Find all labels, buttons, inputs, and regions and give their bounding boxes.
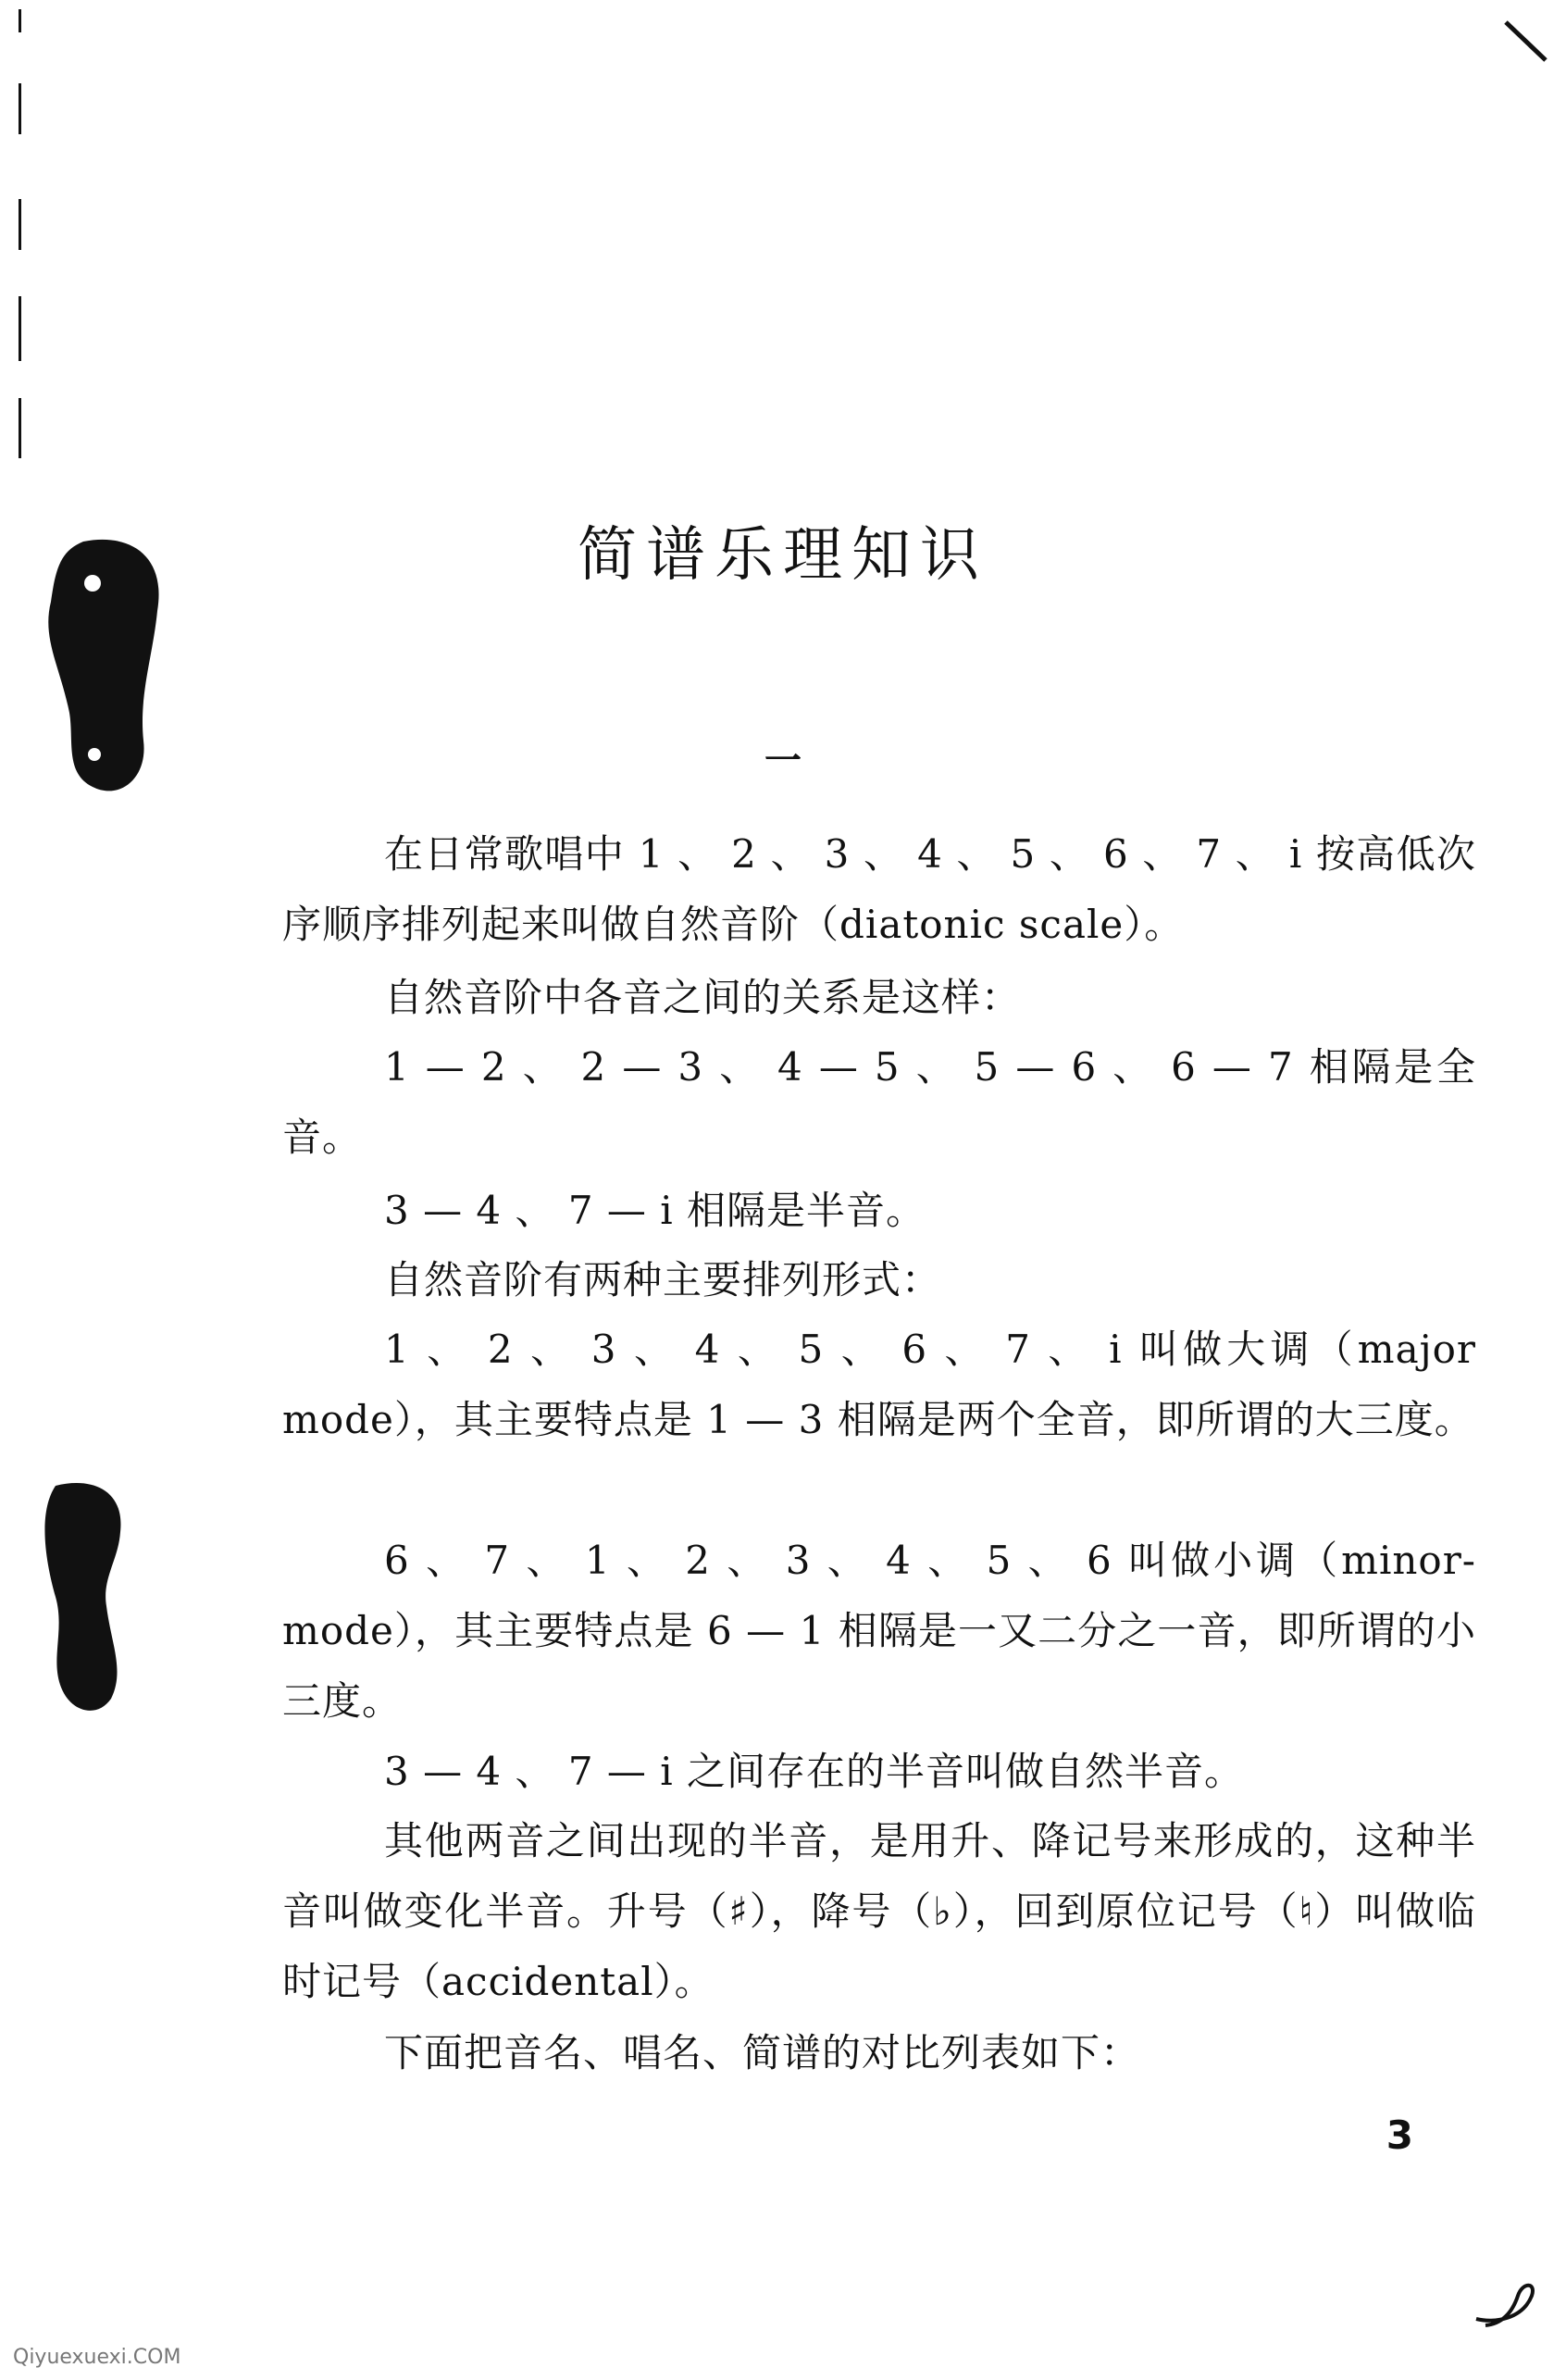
paragraph-9: 其他两音之间出现的半音，是用升、降记号来形成的，这种半音叫做变化半音。升号（♯），降号（♭），回到原位记号（♮）叫做临时记号（accidental）。 bbox=[282, 1818, 1476, 2004]
page-title: 简谱乐理知识 bbox=[578, 521, 988, 590]
scan-edge-mark bbox=[19, 83, 21, 134]
paragraph-5: 自然音阶有两种主要排列形式： bbox=[384, 1257, 942, 1302]
paragraph-1: 在日常歌唱中 1 、 2 、 3 、 4 、 5 、 6 、 7 、 i 按高低次序顺序排列起来叫做自然音阶（diatonic scale）。 bbox=[282, 831, 1476, 947]
section-number: 一 bbox=[764, 739, 802, 782]
paragraph-4: 3 — 4 、 7 — i 相隔是半音。 bbox=[384, 1188, 926, 1233]
ink-blot-lower bbox=[37, 1477, 139, 1717]
paragraph-3: 1 — 2 、 2 — 3 、 4 — 5 、 5 — 6 、 6 — 7 相隔是全音。 bbox=[282, 1044, 1476, 1160]
watermark: Qiyuexuexi.COM bbox=[13, 2346, 181, 2369]
scan-edge-mark bbox=[19, 199, 21, 250]
scan-edge-mark bbox=[19, 9, 21, 32]
corner-stroke-icon bbox=[1504, 19, 1555, 74]
paragraph-8: 3 — 4 、 7 — i 之间存在的半音叫做自然半音。 bbox=[384, 1749, 1245, 1794]
scan-edge-mark bbox=[19, 296, 21, 361]
paragraph-6: 1 、 2 、 3 、 4 、 5 、 6 、 7 、 i 叫做大调（major mode），其主要特点是 1 — 3 相隔是两个全音，即所谓的大三度。 bbox=[282, 1327, 1476, 1442]
scan-edge-mark bbox=[19, 398, 21, 458]
paragraph-2: 自然音阶中各音之间的关系是这样： bbox=[384, 975, 1022, 1020]
page-number: 3 bbox=[1386, 2112, 1413, 2158]
paragraph-10: 下面把音名、唱名、简谱的对比列表如下： bbox=[384, 2030, 1141, 2075]
paragraph-7: 6 、 7 、 1 、 2 、 3 、 4 、 5 、 6 叫做小调（minor-mode），其主要特点是 6 — 1 相隔是一又二分之一音，即所谓的小三度。 bbox=[282, 1538, 1476, 1724]
page-corner-curl-icon bbox=[1467, 2277, 1550, 2333]
